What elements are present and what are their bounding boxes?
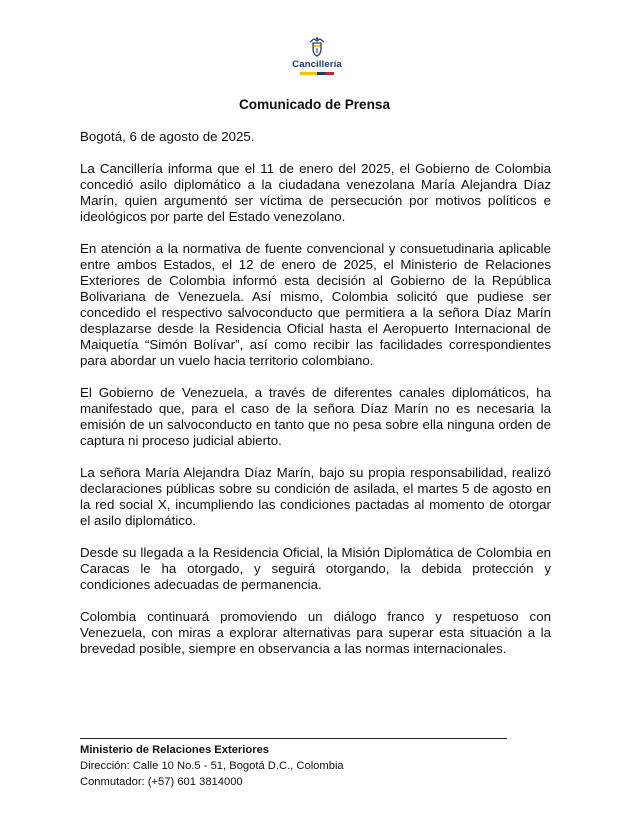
footer [80,742,344,790]
footer-organization: Ministerio de Relaciones Exteriores [80,744,270,756]
paragraph-5: Desde su llegada a la Residencia Oficial, la Misión Diplomática de Colombia en Caracas le ha otorgado, y seguirá otorgando, la debida protección y condiciones adecuadas de permanencia. [80,545,551,592]
footer-address: Dirección: Calle 10 No.5 - 51, Bogotá D.C., Colombia [80,760,344,772]
footer-phone: Conmutador: (+57) 601 3814000 [80,776,243,788]
document-body [80,129,551,673]
document-title: Comunicado de Prensa [238,97,391,112]
paragraph-4: La señora María Alejandra Díaz Marín, bajo su propia responsabilidad, realizó declaraciones públicas sobre su condición de asilada, el martes 5 de agosto en la red social X, incumpliendo las condiciones pactadas al momento de otorgar el asilo diplomático. [80,465,551,528]
coat-of-arms-icon [306,36,328,58]
footer-divider [80,738,507,739]
paragraph-2: En atención a la normativa de fuente convencional y consuetudinaria aplicable entre ambos Estados, el 12 de enero de 2025, el Ministerio de Relaciones Exteriores de Colombia informó esta decisión al Gobierno de la República Bolivariana de Venezuela. Así mismo, Colombia solicitó que pudiese ser concedido el respectivo salvoconducto que permitiera a la señora Díaz Marín desplazarse desde la Residencia Oficial hasta el Aeropuerto Internacional de Maiquetía “Simón Bolívar”, así como recibir las facilidades correspondientes para abordar un vuelo hacia territorio colombiano. [80,241,551,368]
paragraph-3: El Gobierno de Venezuela, a través de diferentes canales diplomáticos, ha manifestado que, para el caso de la señora Díaz Marín no es necesaria la emisión de un salvoconducto en tanto que no pesa sobre ella ninguna orden de captura ni proceso judicial abierto. [80,385,551,448]
logo-wordmark: Cancillería [292,59,342,70]
paragraph-6: Colombia continuará promoviendo un diálogo franco y respetuoso con Venezuela, con miras a explorar alternativas para superar esta situación a la brevedad posible, siempre en observancia a las normas internacionales. [80,609,551,656]
flag-stripe [300,72,334,75]
date-line: Bogotá, 6 de agosto de 2025. [80,129,255,144]
paragraph-1: La Cancillería informa que el 11 de enero del 2025, el Gobierno de Colombia concedió asilo diplomático a la ciudadana venezolana María Alejandra Díaz Marín, quien argumentó ser víctima de persecución por motivos políticos e ideológicos por parte del Estado venezolano. [80,161,551,224]
cancilleria-logo [287,36,347,75]
